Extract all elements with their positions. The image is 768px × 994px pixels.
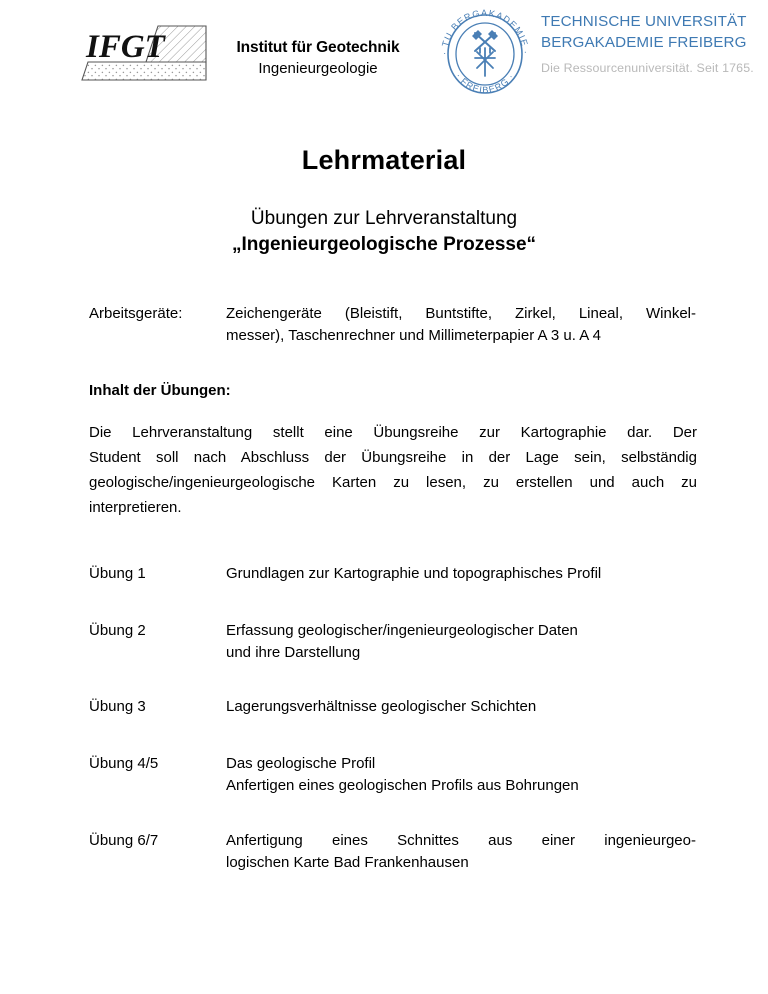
exercise-label: Übung 4/5 bbox=[89, 755, 159, 772]
exercise-description bbox=[226, 696, 696, 718]
exercise-label: Übung 6/7 bbox=[89, 832, 159, 849]
seal-text-bottom: · FREIBERG · bbox=[453, 71, 517, 96]
ifgt-logo-wordmark: IFGT bbox=[86, 29, 165, 65]
equipment-value-line2: messer), Taschenrechner und Millimeterpapier A 3 u. A 4 bbox=[226, 327, 601, 344]
exercise-description bbox=[226, 620, 696, 664]
seal-center-symbol bbox=[475, 48, 495, 76]
institute-department: Ingenieurgeologie bbox=[258, 60, 378, 77]
equipment-label: Arbeitsgeräte: bbox=[89, 305, 183, 322]
tu-name-line2: BERGAKADEMIE FREIBERG bbox=[541, 34, 747, 51]
content-paragraph-line3: geologische/ingenieurgeologische Karten zu lesen, zu erstellen und auch zu bbox=[89, 474, 697, 491]
exercise-description-line: Lagerungsverhältnisse geologischer Schichten bbox=[226, 698, 537, 715]
content-paragraph-line1: Die Lehrveranstaltung stellt eine Übungsreihe zur Kartographie dar. Der bbox=[89, 424, 697, 441]
page-header bbox=[0, 0, 768, 105]
page-title: Lehrmaterial bbox=[301, 145, 467, 175]
tu-name-line1: TECHNISCHE UNIVERSITÄT bbox=[541, 13, 747, 30]
exercise-description-line: Grundlagen zur Kartographie und topographisches Profil bbox=[226, 565, 602, 582]
content-paragraph-line4: interpretieren. bbox=[89, 499, 182, 516]
content-heading: Inhalt der Übungen: bbox=[89, 382, 231, 399]
ifgt-logo bbox=[80, 22, 208, 84]
tu-tagline: Die Ressourcenuniversität. Seit 1765. bbox=[541, 61, 754, 75]
page-subtitle-line1: Übungen zur Lehrveranstaltung bbox=[250, 208, 518, 229]
exercise-label: Übung 3 bbox=[89, 698, 146, 715]
exercise-description-line: und ihre Darstellung bbox=[226, 644, 361, 661]
exercise-description-line: Anfertigung eines Schnittes aus einer ingenieurgeo- bbox=[226, 832, 696, 849]
equipment-value-line1: Zeichengeräte (Bleistift, Buntstifte, Zirkel, Lineal, Winkel- bbox=[226, 305, 696, 322]
exercise-description-line: Erfassung geologischer/ingenieurgeologischer Daten bbox=[226, 622, 578, 639]
institute-name: Institut für Geotechnik bbox=[236, 39, 400, 56]
seal-text-top: · TU BERGAKADEMIE · bbox=[438, 8, 532, 56]
exercise-description bbox=[226, 563, 696, 585]
exercise-label: Übung 1 bbox=[89, 565, 146, 582]
ifgt-institute-text bbox=[218, 38, 418, 79]
tu-freiberg-text bbox=[541, 11, 768, 77]
page-subtitle-line2: „Ingenieurgeologische Prozesse“ bbox=[231, 234, 537, 255]
exercise-description-line: logischen Karte Bad Frankenhausen bbox=[226, 854, 469, 871]
exercise-description bbox=[226, 753, 696, 797]
exercise-description-line: Anfertigen eines geologischen Profils aus Bohrungen bbox=[226, 777, 579, 794]
content-paragraph-line2: Student soll nach Abschluss der Übungsreihe in der Lage sein, selbständig bbox=[89, 449, 697, 466]
exercise-description-line: Das geologische Profil bbox=[226, 755, 376, 772]
content-paragraph bbox=[89, 420, 697, 520]
tu-freiberg-seal-icon bbox=[437, 8, 533, 96]
exercise-label: Übung 2 bbox=[89, 622, 146, 639]
equipment-value bbox=[226, 303, 696, 347]
exercise-description bbox=[226, 830, 696, 874]
